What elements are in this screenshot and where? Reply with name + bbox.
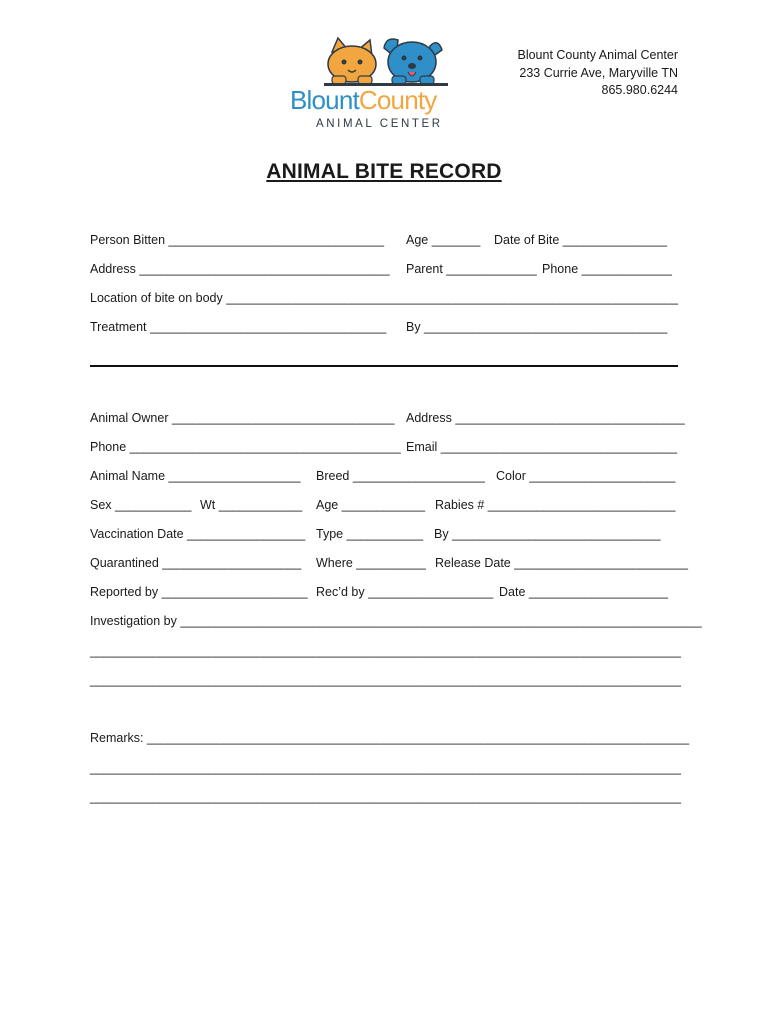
page-title: ANIMAL BITE RECORD — [266, 160, 502, 183]
where-field[interactable]: Where __________ — [316, 556, 426, 570]
investigation-by-field[interactable]: Investigation by ___________________________________________________________________________ — [90, 614, 702, 628]
logo-text-county: County — [358, 85, 437, 115]
org-phone: 865.980.6244 — [601, 83, 678, 97]
section-divider — [90, 365, 678, 367]
color-field[interactable]: Color _____________________ — [496, 469, 676, 483]
person-bitten-field[interactable]: Person Bitten _______________________________ — [90, 233, 385, 247]
reported-by-field[interactable]: Reported by _____________________ — [90, 585, 308, 599]
sex-field[interactable]: Sex ___________ — [90, 498, 192, 512]
breed-field[interactable]: Breed ___________________ — [316, 469, 485, 483]
animal-age-field[interactable]: Age ____________ — [316, 498, 426, 512]
logo-text-blount: Blount — [290, 85, 359, 115]
vaccination-date-field[interactable]: Vaccination Date _________________ — [90, 527, 306, 541]
cat-icon — [328, 38, 376, 84]
owner-email-field[interactable]: Email __________________________________ — [406, 440, 678, 454]
treatment-field[interactable]: Treatment __________________________________ — [90, 320, 387, 334]
animal-owner-field[interactable]: Animal Owner ________________________________ — [90, 411, 395, 425]
remarks-line-3[interactable]: _____________________________________________________________________________________ — [90, 790, 681, 804]
remarks-line-2[interactable]: _____________________________________________________________________________________ — [90, 761, 681, 775]
investigation-line-2[interactable]: _____________________________________________________________________________________ — [90, 644, 681, 658]
owner-address-field[interactable]: Address _________________________________ — [406, 411, 685, 425]
logo-subtitle: ANIMAL CENTER — [316, 118, 443, 130]
owner-phone-field[interactable]: Phone _______________________________________ — [90, 440, 401, 454]
vaccine-type-field[interactable]: Type ___________ — [316, 527, 424, 541]
remarks-field[interactable]: Remarks: ______________________________________________________________________________ — [90, 731, 690, 745]
release-date-field[interactable]: Release Date _________________________ — [435, 556, 689, 570]
date-of-bite-field[interactable]: Date of Bite _______________ — [494, 233, 668, 247]
parent-field[interactable]: Parent _____________ — [406, 262, 537, 276]
logo-wordmark — [290, 86, 437, 114]
investigation-line-3[interactable]: _____________________________________________________________________________________ — [90, 673, 681, 687]
age-field[interactable]: Age _______ — [406, 233, 481, 247]
weight-field[interactable]: Wt ____________ — [200, 498, 303, 512]
victim-phone-field[interactable]: Phone _____________ — [542, 262, 672, 276]
report-date-field[interactable]: Date ____________________ — [499, 585, 668, 599]
org-address: 233 Currie Ave, Maryville TN — [519, 66, 678, 80]
org-name: Blount County Animal Center — [517, 48, 678, 62]
recd-by-field[interactable]: Rec’d by __________________ — [316, 585, 494, 599]
vaccinated-by-field[interactable]: By ______________________________ — [434, 527, 661, 541]
quarantined-field[interactable]: Quarantined ____________________ — [90, 556, 302, 570]
bite-location-field[interactable]: Location of bite on body _________________________________________________________________ — [90, 291, 679, 305]
animal-name-field[interactable]: Animal Name ___________________ — [90, 469, 301, 483]
dog-icon — [384, 39, 442, 84]
treatment-by-field[interactable]: By ___________________________________ — [406, 320, 668, 334]
victim-address-field[interactable]: Address ____________________________________ — [90, 262, 390, 276]
rabies-field[interactable]: Rabies # ___________________________ — [435, 498, 676, 512]
